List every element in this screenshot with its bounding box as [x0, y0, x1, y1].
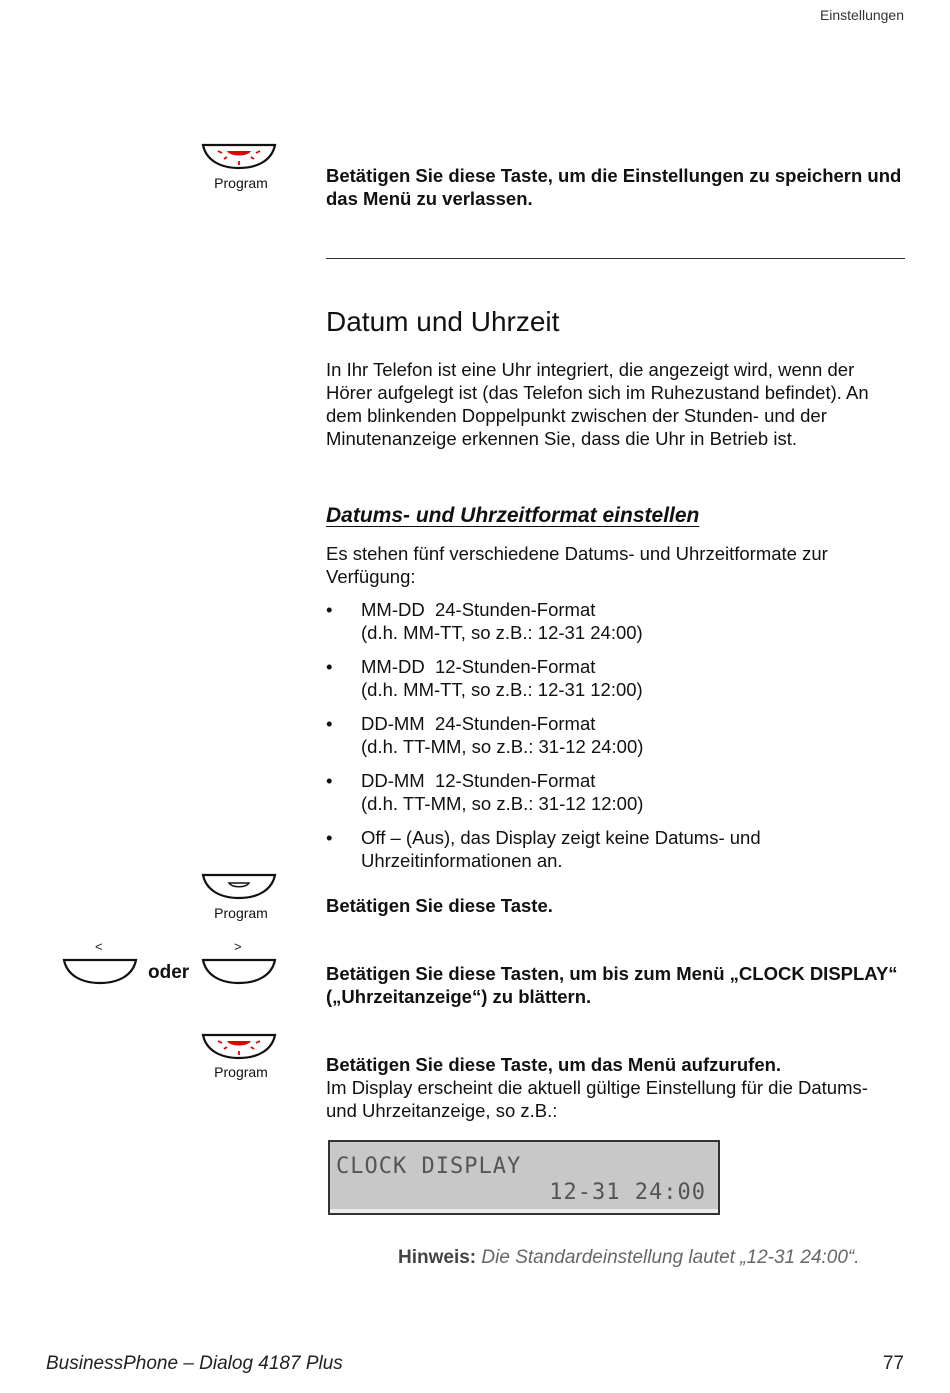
note-label: Hinweis:	[398, 1247, 477, 1268]
list-item	[326, 655, 896, 701]
format-name: Off – (Aus), das Display zeigt keine Datums- und	[361, 827, 761, 848]
bullet: •	[326, 770, 333, 791]
program-key[interactable]	[200, 870, 278, 909]
format-example: Uhrzeitinformationen an.	[361, 850, 563, 871]
program-key-label: Program	[214, 1064, 268, 1080]
list-item	[326, 769, 896, 815]
right-arrow-label: >	[234, 939, 242, 954]
subsection-title: Datums- und Uhrzeitformat einstellen	[326, 504, 700, 527]
format-list	[326, 598, 896, 883]
bullet: •	[326, 827, 333, 848]
bullet: •	[326, 656, 333, 677]
program-key-icon	[200, 870, 278, 904]
program-key-lit-icon	[200, 140, 278, 174]
bullet: •	[326, 599, 333, 620]
scroll-instruction: Betätigen Sie diese Tasten, um bis zum Menü „CLOCK DISPLAY“ („Uhrzeitanzeige“) zu blättern.	[326, 963, 898, 1007]
program-key-lit-icon	[200, 1030, 278, 1064]
lcd-line-1: CLOCK DISPLAY	[336, 1154, 522, 1179]
section-intro: In Ihr Telefon ist eine Uhr integriert, die angezeigt wird, wenn der Hörer aufgelegt ist (das Telefon sich im Ruhezustand befindet). An dem blinkenden Doppelpunkt zwischen der Stunden- und der Minutenanzeige erkennen Sie, dass die Uhr in Betrieb ist.	[326, 359, 869, 449]
save-instruction: Betätigen Sie diese Taste, um die Einstellungen zu speichern und das Menü zu verlassen.	[326, 165, 902, 209]
program-key-save[interactable]	[200, 140, 278, 179]
scroll-left-key-icon	[61, 955, 139, 989]
bullet: •	[326, 713, 333, 734]
section-header: Einstellungen	[819, 7, 904, 23]
open-instruction: Betätigen Sie diese Taste, um das Menü aufzurufen.	[326, 1054, 782, 1075]
list-item	[326, 826, 896, 872]
scroll-right-key[interactable]	[200, 955, 278, 994]
format-name: DD-MM 24-Stunden-Format	[361, 713, 596, 734]
list-item	[326, 598, 896, 644]
section-divider	[326, 258, 905, 259]
note-text: Die Standardeinstellung lautet „12-31 24:00“.	[481, 1247, 860, 1268]
left-arrow-label: <	[95, 939, 103, 954]
open-description: Im Display erscheint die aktuell gültige Einstellung für die Datums- und Uhrzeitanzeige, so z.B.:	[326, 1077, 868, 1121]
note	[398, 1247, 860, 1269]
format-name: MM-DD 24-Stunden-Format	[361, 599, 596, 620]
format-name: DD-MM 12-Stunden-Format	[361, 770, 596, 791]
format-example: (d.h. MM-TT, so z.B.: 12-31 24:00)	[361, 622, 643, 643]
lcd-display	[328, 1140, 720, 1215]
scroll-right-key-icon	[200, 955, 278, 989]
footer-product: BusinessPhone – Dialog 4187 Plus	[46, 1353, 343, 1374]
format-example: (d.h. TT-MM, so z.B.: 31-12 12:00)	[361, 793, 644, 814]
page-number: 77	[882, 1353, 904, 1374]
format-example: (d.h. MM-TT, so z.B.: 12-31 12:00)	[361, 679, 643, 700]
format-name: MM-DD 12-Stunden-Format	[361, 656, 596, 677]
or-label: oder	[148, 962, 190, 983]
format-example: (d.h. TT-MM, so z.B.: 31-12 24:00)	[361, 736, 644, 757]
subsection-intro: Es stehen fünf verschiedene Datums- und Uhrzeitformate zur Verfügung:	[326, 543, 828, 587]
section-title: Datum und Uhrzeit	[326, 306, 560, 337]
scroll-left-key[interactable]	[61, 955, 139, 994]
list-item	[326, 712, 896, 758]
program-key-label: Program	[214, 175, 268, 191]
open-instruction-block	[326, 1053, 900, 1122]
lcd-line-2: 12-31 24:00	[549, 1180, 706, 1205]
program-instruction: Betätigen Sie diese Taste.	[326, 895, 553, 916]
program-key-label: Program	[214, 905, 268, 921]
